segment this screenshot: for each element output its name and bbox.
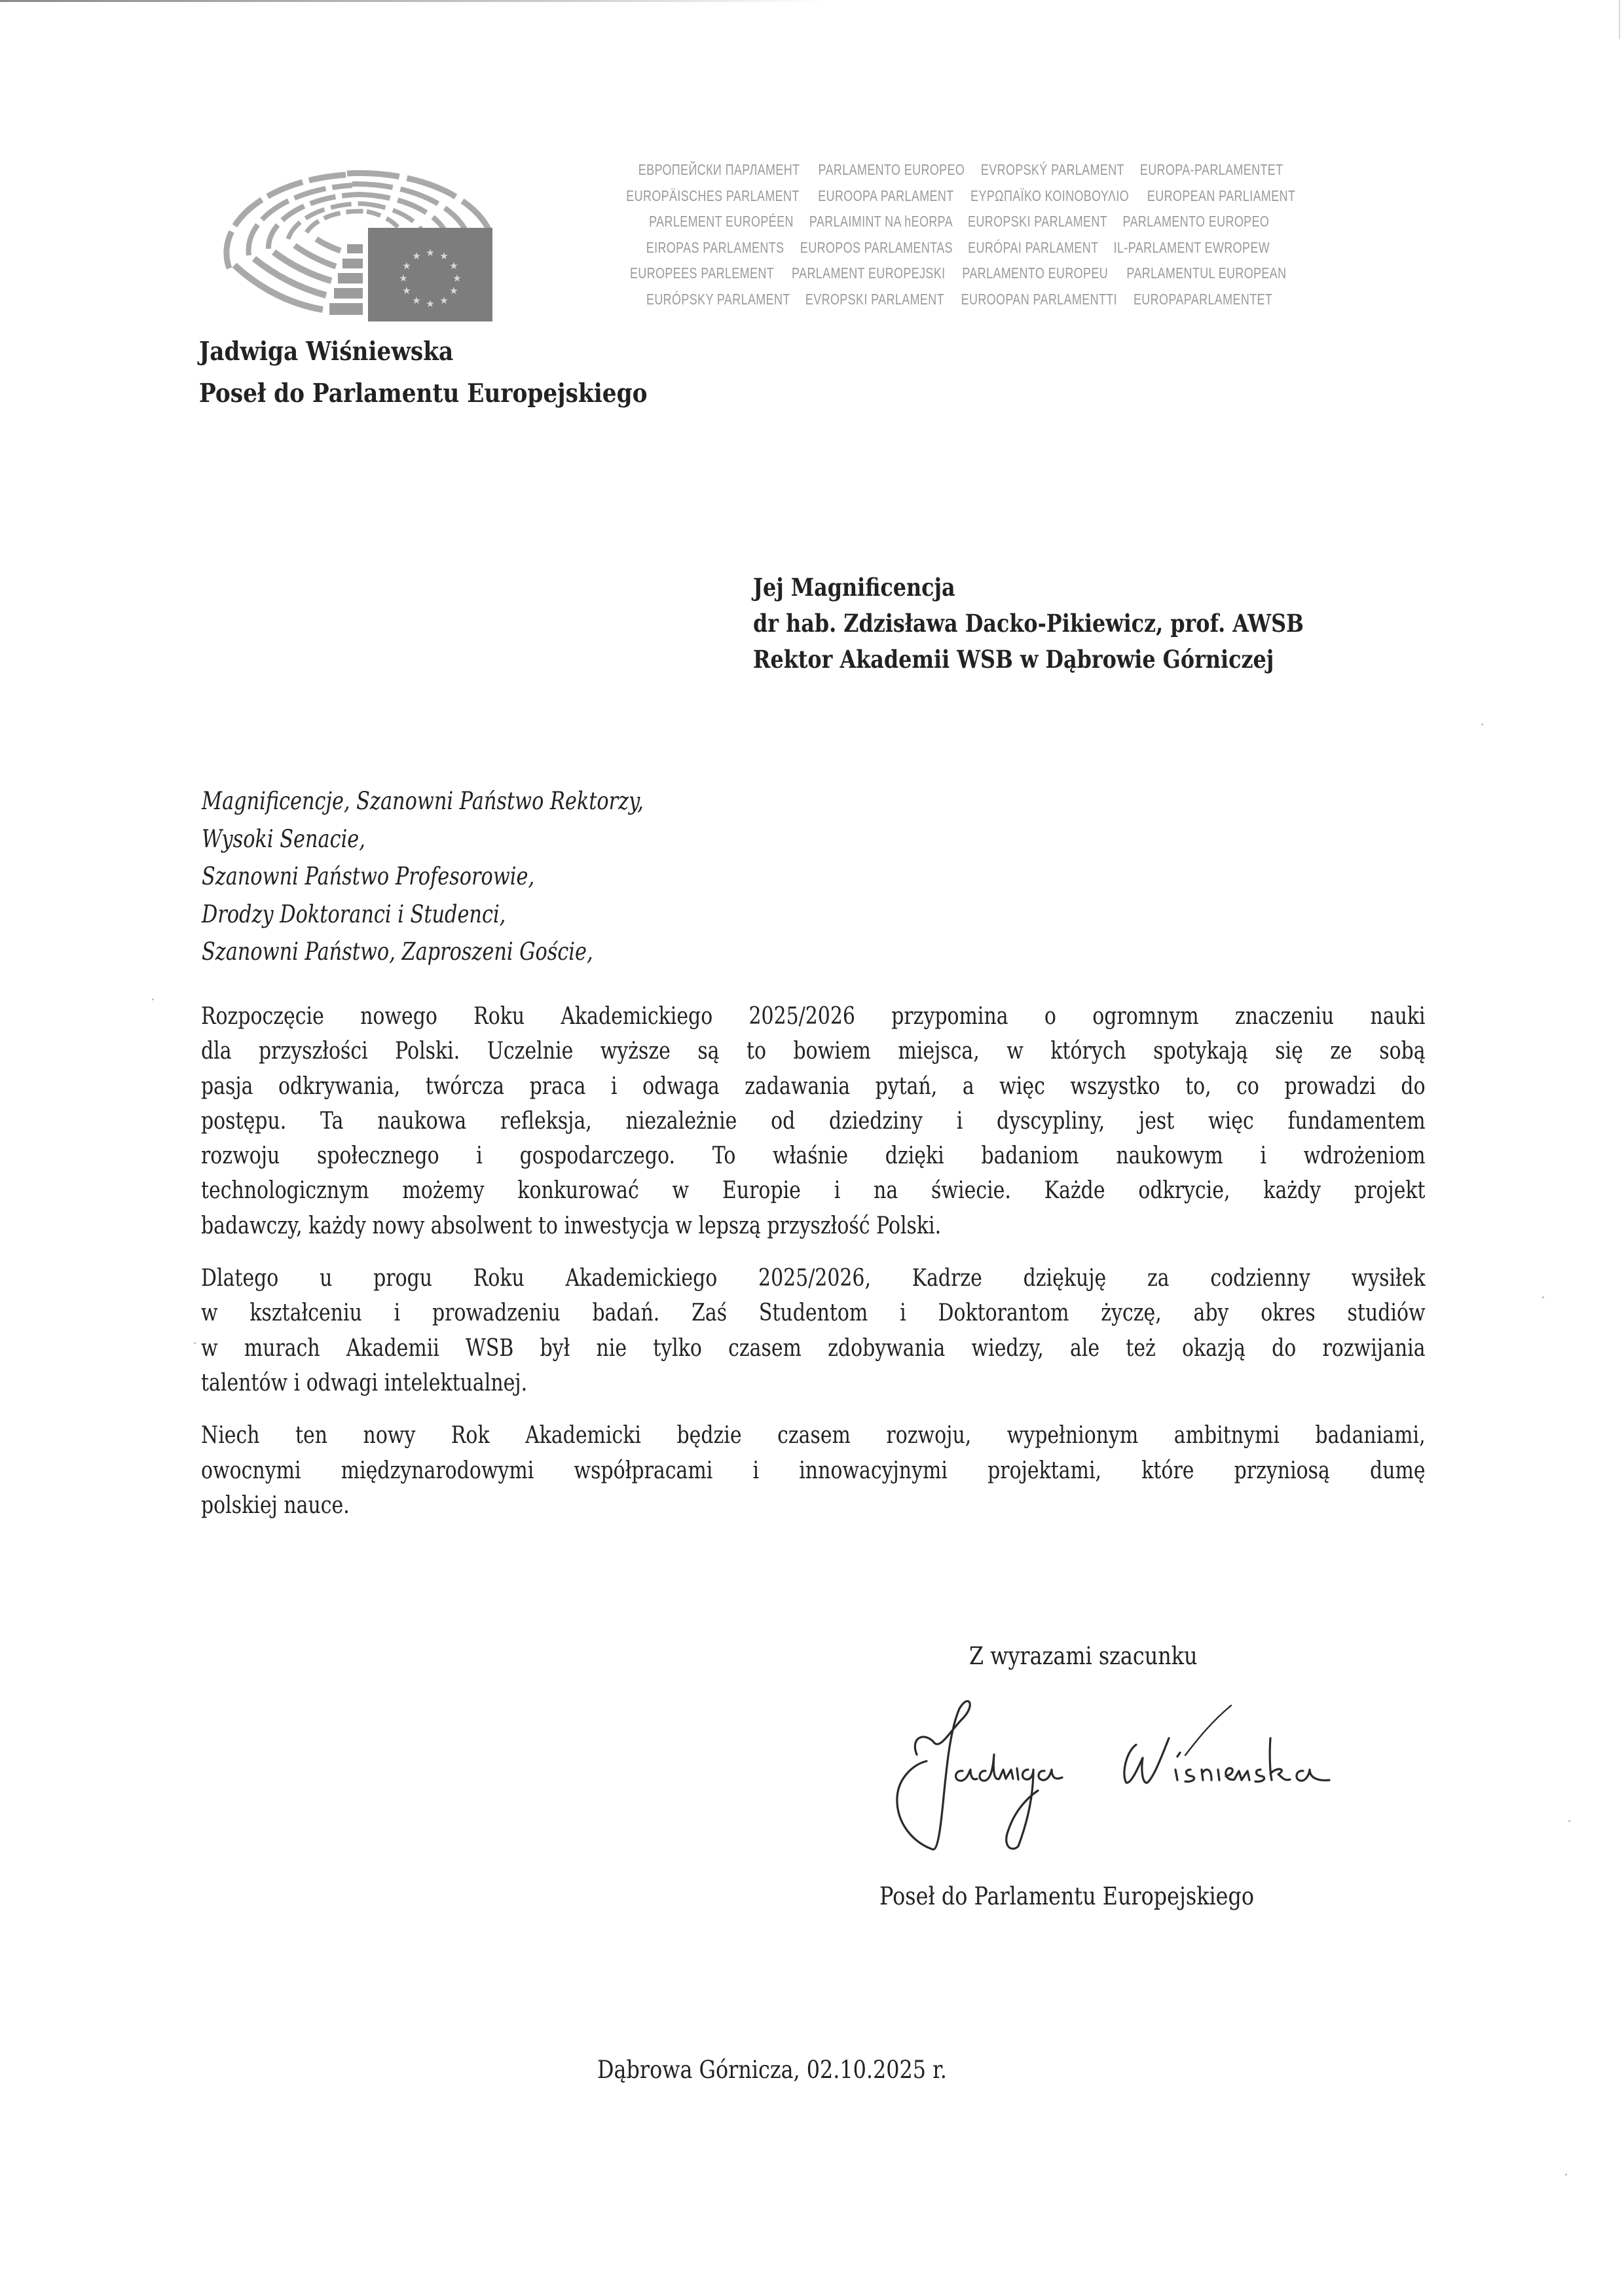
salutation-line: Magnificencje, Szanowni Państwo Rektorzy, [202,787,644,815]
language-label: EUROPEAN PARLIAMENT [1147,187,1296,204]
language-label: PARLAMENTO EUROPEU [962,264,1109,282]
svg-text:★: ★ [452,272,462,284]
body-line: postępu. Ta naukowa refleksja, niezależnie od dziedziny i dyscypliny, jest więc fundamentem [201,1106,1426,1135]
scan-speck [1565,2174,1567,2176]
body-line: w murach Akademii WSB był nie tylko czasem zdobywania wiedzy, ale też okazją do rozwijania [201,1333,1426,1362]
salutation-line: Wysoki Senacie, [202,824,365,853]
body-line: Dlatego u progu Roku Akademickiego 2025/2026, Kadrze dziękuję za codzienny wysiłek [201,1264,1426,1292]
language-label: PARLAIMINT NA hEORPA [809,213,953,230]
salutation-line: Drodzy Doktoranci i Studenci, [202,900,506,928]
scan-speck [1481,723,1483,725]
language-label: EURÓPAI PARLAMENT [967,238,1099,256]
language-row [517,183,1401,210]
scan-speck [1542,1296,1544,1298]
language-label: PARLAMENTO EUROPEO [1122,213,1270,230]
language-label: EVROPSKI PARLAMENT [805,290,944,308]
paragraph-3 [201,1417,1426,1522]
scan-edge-right [1619,0,1620,39]
language-label: EUROPA-PARLAMENTET [1139,161,1283,178]
body-line: talentów i odwagi intelektualnej. [201,1368,528,1396]
svg-text:★: ★ [402,285,411,297]
handwritten-signature-icon [877,1692,1349,1863]
body-line: dla przyszłości Polski. Uczelnie wyższe są to bowiem miejsca, w których spotykają się ze sobą [201,1036,1426,1065]
svg-text:★: ★ [399,272,408,284]
recipient-honorific: Jej Magnificencja [753,573,955,602]
language-label: EUROPAPARLAMENTET [1134,290,1273,308]
paragraph-1 [201,998,1426,1243]
language-row [517,235,1401,261]
language-label: PARLAMENTO EUROPEO [818,161,965,178]
language-row [517,157,1401,183]
scan-speck [1568,1820,1570,1822]
eu-flag-icon [368,228,492,321]
body-line: pasja odkrywania, twórcza praca i odwaga zadawania pytań, a więc wszystko to, co prowadzi do [201,1071,1426,1100]
language-label: EUROPOS PARLAMENTAS [800,238,953,256]
language-label: EIROPAS PARLAMENTS [646,238,784,256]
language-label: PARLAMENTUL EUROPEAN [1126,264,1287,282]
sender-title: Poseł do Parlamentu Europejskiego [199,378,648,409]
european-parliament-logo-icon [221,167,503,331]
salutation-block [202,782,644,971]
body-line: owocnymi międzynarodowymi współpracami i innowacyjnymi projektami, które przyniosą dumę [201,1455,1426,1484]
body-line: w kształceniu i prowadzeniu badań. Zaś Studentom i Doktorantom życzę, aby okres studiów [201,1298,1426,1327]
svg-text:★: ★ [426,298,435,310]
language-label: EUROOPA PARLAMENT [818,187,954,204]
language-row [517,287,1401,313]
paragraph-2 [201,1260,1426,1400]
svg-text:★: ★ [449,260,458,272]
language-label: PARLEMENT EUROPÉEN [649,213,794,230]
recipient-name: dr hab. Zdzisława Dacko-Pikiewicz, prof. AWSB [753,609,1304,638]
scan-edge-top [0,0,825,2]
recipient-position: Rektor Akademii WSB w Dąbrowie Górniczej [753,645,1274,674]
language-label: IL-PARLAMENT EWROPEW [1114,238,1270,256]
scan-speck [152,998,154,1000]
body-line: Niech ten nowy Rok Akademicki będzie czasem rozwoju, wypełnionym ambitnymi badaniami, [201,1421,1426,1449]
sender-name: Jadwiga Wiśniewska [199,337,454,367]
recipient-block [753,570,1304,678]
language-row [517,209,1401,235]
salutation-line: Szanowni Państwo Profesorowie, [202,862,535,890]
language-label: EVROPSKÝ PARLAMENT [980,161,1124,178]
body-line: polskiej nauce. [201,1490,350,1519]
signatory-title: Poseł do Parlamentu Europejskiego [879,1882,1255,1910]
svg-text:★: ★ [412,295,421,306]
body-line: Rozpoczęcie nowego Roku Akademickiego 2025/2026 przypomina o ogromnym znaczeniu nauki [201,1002,1426,1030]
language-row [517,261,1401,287]
closing-phrase: Z wyrazami szacunku [969,1642,1198,1670]
language-label: ЕВРОПЕЙСКИ ПАРЛАМЕНТ [638,161,800,178]
language-label: EUROPÄISCHES PARLAMENT [626,187,800,204]
language-label: EURÓPSKY PARLAMENT [646,290,790,308]
language-label: PARLAMENT EUROPEJSKI [791,264,946,282]
svg-text:★: ★ [402,260,411,272]
svg-text:★: ★ [439,295,449,306]
salutation-line: Szanowni Państwo, Zaproszeni Goście, [202,938,593,966]
sender-block [199,331,647,414]
hemicycle-bars-icon [329,244,363,315]
body-line: technologicznym możemy konkurować w Europie i na świecie. Każde odkrycie, każdy projekt [201,1176,1426,1205]
language-label: EUROOPAN PARLAMENTTI [961,290,1117,308]
letterhead-languages [517,157,1401,312]
svg-text:★: ★ [449,285,458,297]
language-label: EUROPSKI PARLAMENT [968,213,1108,230]
svg-text:★: ★ [426,247,435,259]
language-label: ΕΥΡΩΠΑΪΚΟ ΚΟΙΝΟΒΟΥΛΙΟ [970,187,1130,204]
letter-body [201,998,1426,1540]
body-line: badawczy, każdy nowy absolwent to inwestycja w lepszą przyszłość Polski. [201,1211,942,1239]
svg-text:★: ★ [439,250,449,262]
svg-text:★: ★ [412,250,421,262]
language-label: EUROPEES PARLEMENT [630,264,775,282]
body-line: rozwoju społecznego i gospodarczego. To właśnie dzięki badaniom naukowym i wdrożeniom [201,1141,1426,1170]
place-and-date: Dąbrowa Górnicza, 02.10.2025 r. [597,2056,947,2084]
scan-speck [194,1342,196,1344]
